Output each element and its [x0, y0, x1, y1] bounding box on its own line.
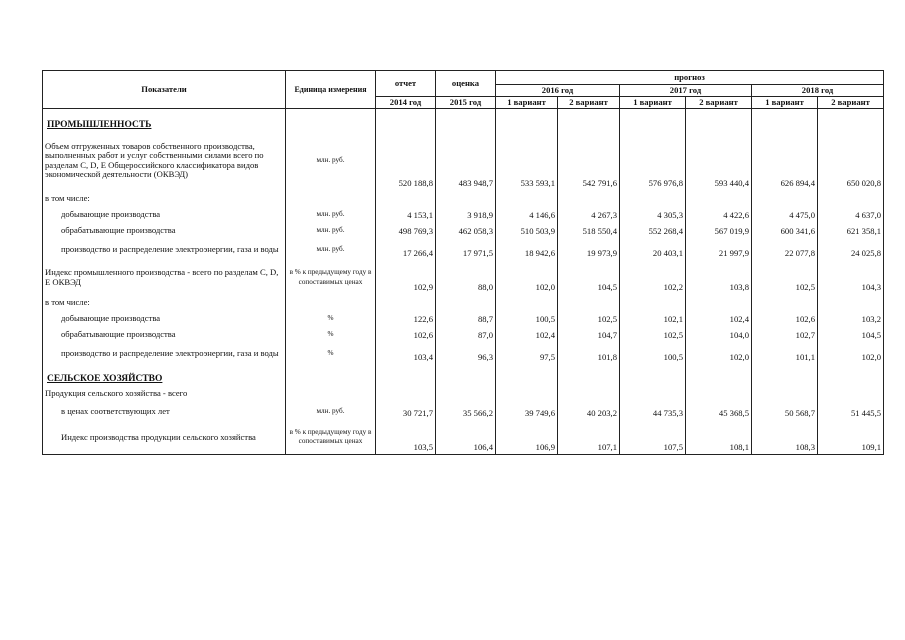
- value-cell: 104,5: [558, 261, 620, 295]
- value-cell: 22 077,8: [752, 239, 818, 261]
- value-cell: 626 894,4: [752, 131, 818, 191]
- value-cell: 102,6: [376, 327, 436, 343]
- value-cell: 102,9: [376, 261, 436, 295]
- value-cell: 104,5: [818, 327, 884, 343]
- value-cell: 102,6: [752, 311, 818, 327]
- value-cell: 104,3: [818, 261, 884, 295]
- value-cell: 4 637,0: [818, 207, 884, 223]
- value-cell: 106,4: [436, 421, 496, 455]
- header-report: отчет: [376, 71, 436, 97]
- value-cell: 19 973,9: [558, 239, 620, 261]
- row-label: добывающие производства: [61, 312, 161, 323]
- row-label: Индекс производства продукции сельского хозяйства: [61, 431, 256, 442]
- row-label: обрабатывающие производства: [61, 224, 176, 235]
- value-cell: 18 942,6: [496, 239, 558, 261]
- value-cell: 97,5: [496, 343, 558, 365]
- section-title: СЕЛЬСКОЕ ХОЗЯЙСТВО: [47, 374, 163, 384]
- value-cell: 44 735,3: [620, 403, 686, 421]
- value-cell: 30 721,7: [376, 403, 436, 421]
- value-cell: 552 268,4: [620, 223, 686, 239]
- value-cell: 4 267,3: [558, 207, 620, 223]
- value-cell: 108,3: [752, 421, 818, 455]
- value-cell: 102,0: [686, 343, 752, 365]
- unit-cell: млн. руб.: [316, 244, 345, 253]
- table-header: [43, 71, 884, 109]
- section-row: [43, 365, 884, 385]
- unit-cell: %: [327, 313, 334, 322]
- value-cell: 103,8: [686, 261, 752, 295]
- value-cell: 103,5: [376, 421, 436, 455]
- value-cell: 102,4: [496, 327, 558, 343]
- value-cell: 102,5: [558, 311, 620, 327]
- header-year-2016: 2016 год: [496, 85, 620, 97]
- table-row: [43, 239, 884, 261]
- value-cell: 101,1: [752, 343, 818, 365]
- value-cell: 4 153,1: [376, 207, 436, 223]
- unit-cell: млн. руб.: [316, 225, 345, 234]
- unit-cell: в % к предыдущему году в сопоставимых ценах: [289, 427, 372, 446]
- value-cell: 103,2: [818, 311, 884, 327]
- table-row: [43, 403, 884, 421]
- value-cell: 533 593,1: [496, 131, 558, 191]
- row-label: добывающие производства: [61, 208, 161, 219]
- header-2017-variant-1: 1 вариант: [620, 97, 686, 109]
- row-label: в ценах соответствующих лет: [61, 405, 170, 416]
- value-cell: 108,1: [686, 421, 752, 455]
- value-cell: 101,8: [558, 343, 620, 365]
- value-cell: 17 266,4: [376, 239, 436, 261]
- header-year-2014: 2014 год: [376, 97, 436, 109]
- value-cell: 88,7: [436, 311, 496, 327]
- value-cell: 600 341,6: [752, 223, 818, 239]
- section-title: ПРОМЫШЛЕННОСТЬ: [47, 120, 152, 130]
- value-cell: 102,2: [620, 261, 686, 295]
- value-cell: 96,3: [436, 343, 496, 365]
- header-2016-variant-2: 2 вариант: [558, 97, 620, 109]
- value-cell: 21 997,9: [686, 239, 752, 261]
- value-cell: 3 918,9: [436, 207, 496, 223]
- value-cell: 4 146,6: [496, 207, 558, 223]
- row-label: производство и распределение электроэнергии, газа и воды: [61, 347, 279, 358]
- value-cell: 107,1: [558, 421, 620, 455]
- header-2018-variant-1: 1 вариант: [752, 97, 818, 109]
- header-2018-variant-2: 2 вариант: [818, 97, 884, 109]
- value-cell: 4 422,6: [686, 207, 752, 223]
- row-label: в том числе:: [45, 192, 90, 203]
- row-label: Индекс промышленного производства - всего по разделам C, D, E ОКВЭД: [45, 267, 279, 287]
- value-cell: 498 769,3: [376, 223, 436, 239]
- header-forecast: прогноз: [496, 71, 884, 85]
- table-row: [43, 295, 884, 311]
- value-cell: 109,1: [818, 421, 884, 455]
- value-cell: 17 971,5: [436, 239, 496, 261]
- value-cell: 510 503,9: [496, 223, 558, 239]
- value-cell: 576 976,8: [620, 131, 686, 191]
- unit-cell: млн. руб.: [316, 209, 345, 218]
- value-cell: 621 358,1: [818, 223, 884, 239]
- value-cell: 102,1: [620, 311, 686, 327]
- value-cell: 650 020,8: [818, 131, 884, 191]
- value-cell: 520 188,8: [376, 131, 436, 191]
- value-cell: 4 475,0: [752, 207, 818, 223]
- value-cell: 462 058,3: [436, 223, 496, 239]
- row-label: обрабатывающие производства: [61, 328, 176, 339]
- value-cell: 87,0: [436, 327, 496, 343]
- value-cell: 50 568,7: [752, 403, 818, 421]
- table-row: [43, 421, 884, 455]
- value-cell: 100,5: [620, 343, 686, 365]
- row-label: производство и распределение электроэнергии, газа и воды: [61, 243, 279, 254]
- value-cell: 102,5: [752, 261, 818, 295]
- row-label: Продукция сельского хозяйства - всего: [45, 387, 188, 398]
- value-cell: 40 203,2: [558, 403, 620, 421]
- unit-cell: млн. руб.: [316, 406, 345, 415]
- unit-cell: в % к предыдущему году в сопоставимых ценах: [289, 268, 372, 286]
- value-cell: 542 791,6: [558, 131, 620, 191]
- header-indicators: Показатели: [43, 71, 286, 109]
- value-cell: 4 305,3: [620, 207, 686, 223]
- header-year-2018: 2018 год: [752, 85, 884, 97]
- value-cell: 20 403,1: [620, 239, 686, 261]
- value-cell: 102,7: [752, 327, 818, 343]
- value-cell: 100,5: [496, 311, 558, 327]
- table-row: [43, 207, 884, 223]
- value-cell: 593 440,4: [686, 131, 752, 191]
- unit-cell: млн. руб.: [316, 155, 345, 164]
- header-estimate: оценка: [436, 71, 496, 97]
- value-cell: 103,4: [376, 343, 436, 365]
- table-row: [43, 311, 884, 327]
- value-cell: 39 749,6: [496, 403, 558, 421]
- header-2017-variant-2: 2 вариант: [686, 97, 752, 109]
- table-row: [43, 343, 884, 365]
- row-label: в том числе:: [45, 296, 90, 307]
- value-cell: 102,4: [686, 311, 752, 327]
- header-2016-variant-1: 1 вариант: [496, 97, 558, 109]
- header-year-2015: 2015 год: [436, 97, 496, 109]
- value-cell: 106,9: [496, 421, 558, 455]
- table-row: [43, 191, 884, 207]
- row-label: Объем отгруженных товаров собственного производства, выполненных работ и услуг собственными силами всего по разделам C, D, E Общероссийского классификатора видов экономической деятельности (ОКВЭД): [45, 140, 264, 179]
- value-cell: 104,0: [686, 327, 752, 343]
- header-unit: Единица измерения: [286, 71, 376, 109]
- section-row: [43, 109, 884, 131]
- table-row: [43, 327, 884, 343]
- value-cell: 104,7: [558, 327, 620, 343]
- value-cell: 518 550,4: [558, 223, 620, 239]
- value-cell: 45 368,5: [686, 403, 752, 421]
- value-cell: 102,0: [496, 261, 558, 295]
- value-cell: 483 948,7: [436, 131, 496, 191]
- value-cell: 51 445,5: [818, 403, 884, 421]
- table-row: [43, 223, 884, 239]
- value-cell: 35 566,2: [436, 403, 496, 421]
- table-row: [43, 261, 884, 295]
- value-cell: 567 019,9: [686, 223, 752, 239]
- unit-cell: %: [327, 329, 334, 338]
- unit-cell: %: [327, 348, 334, 357]
- value-cell: 122,6: [376, 311, 436, 327]
- value-cell: 24 025,8: [818, 239, 884, 261]
- table-row: [43, 131, 884, 191]
- table-row: [43, 385, 884, 403]
- value-cell: 88,0: [436, 261, 496, 295]
- forecast-table: [42, 70, 884, 455]
- value-cell: 102,5: [620, 327, 686, 343]
- table-body: [43, 109, 884, 455]
- value-cell: 102,0: [818, 343, 884, 365]
- value-cell: 107,5: [620, 421, 686, 455]
- header-year-2017: 2017 год: [620, 85, 752, 97]
